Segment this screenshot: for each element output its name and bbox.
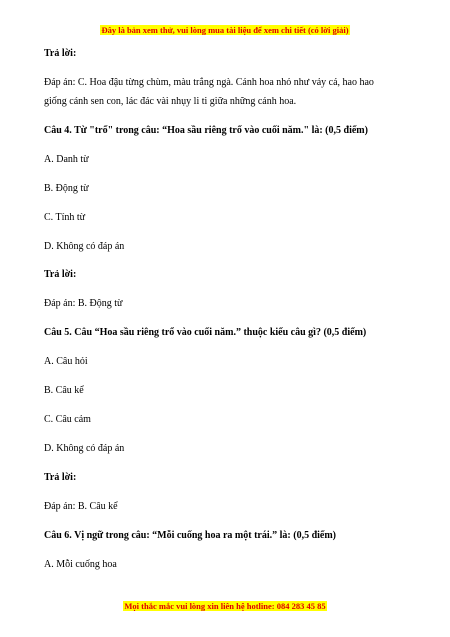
option-item: A. Câu hỏi [44, 356, 88, 367]
option-item: A. Danh từ [44, 154, 89, 165]
answer-heading: Trả lời: [44, 48, 77, 59]
option-item: C. Tính từ [44, 212, 86, 223]
hotline-banner [0, 601, 450, 611]
answer-text: giống cánh sen con, lác đác vài nhụy li ti giữa những cánh hoa. [44, 96, 297, 107]
preview-notice-banner [0, 25, 450, 35]
option-item: D. Không có đáp án [44, 241, 125, 252]
option-item: B. Câu kể [44, 385, 84, 396]
answer-heading: Trả lời: [44, 269, 77, 280]
answer-text: Đáp án: B. Động từ [44, 298, 123, 309]
question-title: Câu 4. Từ "trổ" trong câu: “Hoa sầu riêng trổ vào cuối năm." là: (0,5 điểm) [44, 125, 368, 136]
answer-heading: Trả lời: [44, 472, 77, 483]
option-item: D. Không có đáp án [44, 443, 125, 454]
preview-notice-text: Đây là bản xem thử, vui lòng mua tài liệu để xem chi tiết (có lời giải) [101, 25, 349, 35]
option-item: B. Động từ [44, 183, 89, 194]
option-item: A. Mỗi cuống hoa [44, 559, 117, 570]
question-title: Câu 5. Câu “Hoa sầu riêng trổ vào cuối năm.” thuộc kiểu câu gì? (0,5 điểm) [44, 327, 367, 338]
answer-text: Đáp án: C. Hoa đậu từng chùm, màu trắng ngà. Cánh hoa nhỏ như vảy cá, hao hao [44, 77, 374, 88]
question-title: Câu 6. Vị ngữ trong câu: “Mỗi cuống hoa ra một trái.” là: (0,5 điểm) [44, 530, 337, 541]
hotline-text: Mọi thắc mắc vui lòng xin liên hệ hotline: 084 283 45 85 [124, 601, 326, 611]
answer-text: Đáp án: B. Câu kể [44, 501, 118, 512]
option-item: C. Câu cảm [44, 414, 91, 425]
